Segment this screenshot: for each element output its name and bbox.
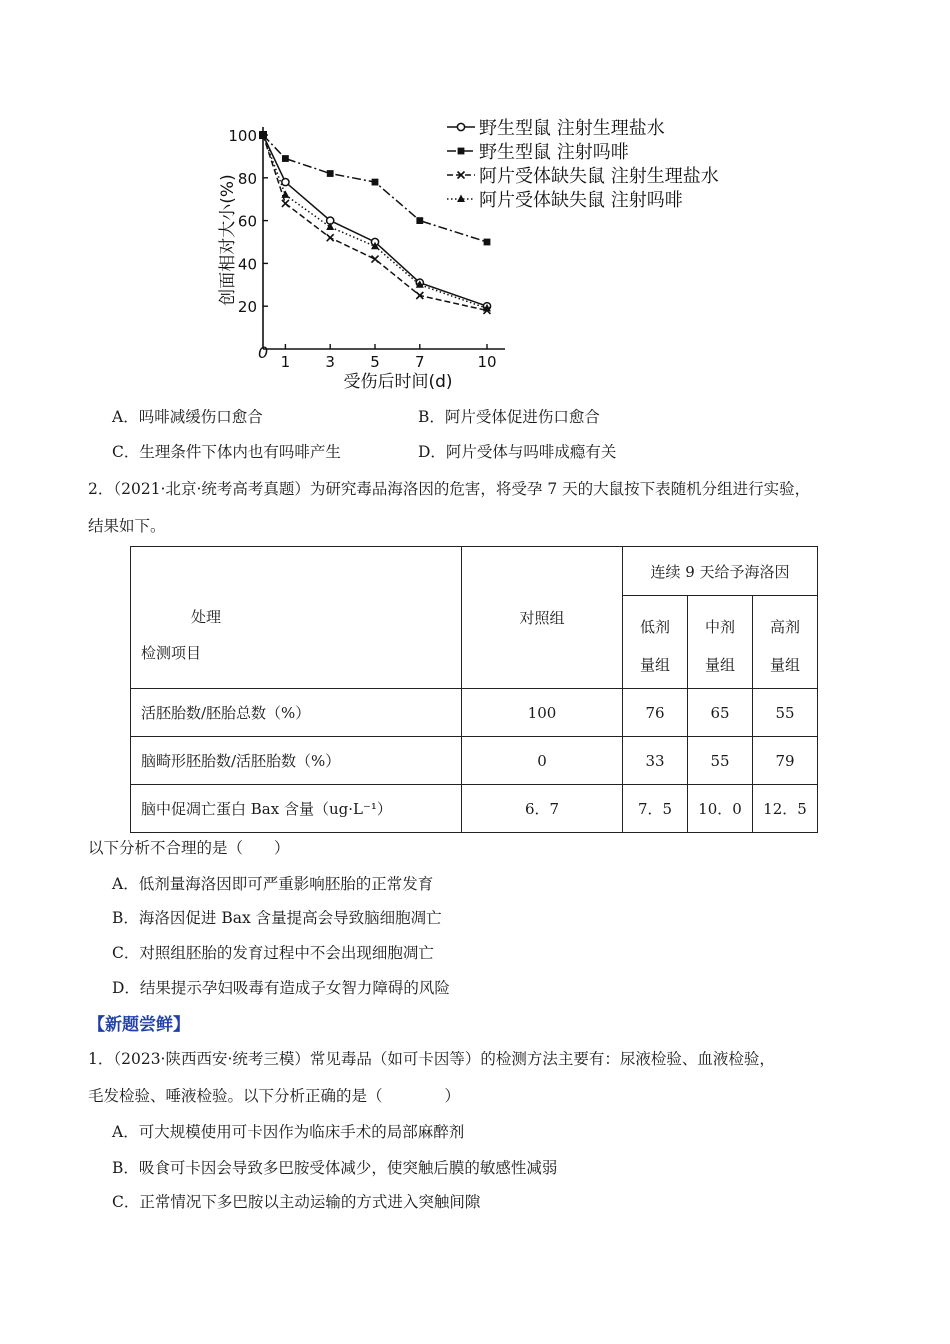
legend-label-1: 野生型鼠 注射生理盐水 [479, 118, 665, 139]
row-label: 脑中促凋亡蛋白 Bax 含量（ug·L⁻¹） [141, 800, 392, 818]
mid-dose-value: 65 [710, 703, 730, 722]
y-tick-label: 20 [237, 298, 257, 317]
mid-dose-value: 10．0 [698, 800, 742, 818]
low-dose-header-line2: 量组 [639, 655, 670, 674]
high-dose-header-line2: 量组 [769, 655, 800, 674]
table-row [131, 737, 818, 785]
low-dose-value: 76 [645, 703, 665, 722]
series-line-4 [263, 135, 487, 308]
data-point-series-2 [372, 179, 379, 186]
data-point-start [259, 131, 267, 139]
corner-item-label: 检测项目 [141, 643, 202, 662]
mid-dose-header-line2: 量组 [704, 655, 735, 674]
data-point-series-2 [416, 217, 423, 224]
high-dose-value: 12．5 [763, 800, 807, 818]
experiment-table [130, 546, 818, 833]
row-label: 活胚胎数/胚胎总数（%） [141, 704, 311, 722]
control-value: 6．7 [524, 800, 560, 818]
table-row [131, 689, 818, 737]
data-point-series-3 [327, 234, 334, 241]
series-line-1 [263, 135, 487, 306]
x-tick-label: 7 [415, 353, 425, 371]
x-tick-label: 3 [325, 353, 335, 371]
q3-stem-line2: 毛发检验、唾液检验。以下分析正确的是（ ） [88, 1087, 461, 1105]
high-dose-value: 55 [775, 703, 795, 722]
mid-dose-header-line1: 中剂 [704, 617, 735, 636]
q2-option-c[interactable]: C．对照组胚胎的发育过程中不会出现细胞凋亡 [112, 944, 434, 962]
low-dose-value: 33 [645, 751, 665, 770]
y-tick-label: 80 [237, 169, 257, 188]
q1-option-b[interactable]: B．阿片受体促进伤口愈合 [418, 408, 600, 426]
data-point-series-1 [282, 178, 289, 185]
series-line-3 [263, 135, 487, 310]
q2-option-d[interactable]: D．结果提示孕妇吸毒有造成子女智力障碍的风险 [112, 979, 450, 997]
legend-marker-2 [458, 148, 465, 155]
y-tick-label: 40 [237, 255, 257, 274]
mid-dose-value: 55 [710, 751, 730, 770]
corner-treatment-label: 处理 [191, 607, 222, 626]
q3-stem-line1: 1．（2023·陕西西安·统考三模）常见毒品（如可卡因等）的检测方法主要有：尿液检验、血液检验， [88, 1050, 775, 1068]
q3-option-c[interactable]: C．正常情况下多巴胺以主动运输的方式进入突触间隙 [112, 1193, 481, 1211]
q3-option-b[interactable]: B．吸食可卡因会导致多巴胺受体减少，使突触后膜的敏感性减弱 [112, 1159, 558, 1177]
q2-option-b[interactable]: B．海洛因促进 Bax 含量提高会导致脑细胞凋亡 [112, 909, 442, 927]
origin-label: 0 [258, 343, 269, 362]
high-dose-header-line1: 高剂 [769, 617, 800, 636]
row-label: 脑畸形胚胎数/活胚胎数（%） [141, 752, 341, 770]
high-dose-header-cell [753, 596, 818, 689]
data-point-series-4 [281, 190, 289, 198]
q2-stem-line2: 结果如下。 [88, 517, 166, 535]
q3-option-a[interactable]: A．可大规模使用可卡因作为临床手术的局部麻醉剂 [112, 1123, 465, 1141]
section-title: 【新题尝鲜】 [88, 1015, 190, 1035]
heroin-group-header-cell [623, 547, 818, 596]
control-header-cell [462, 547, 623, 689]
low-dose-header-cell [623, 596, 688, 689]
table-row [131, 785, 818, 833]
legend-label-2: 野生型鼠 注射吗啡 [479, 142, 629, 163]
x-tick-label: 10 [477, 353, 497, 371]
low-dose-header-line1: 低剂 [639, 617, 670, 636]
y-tick-label: 100 [228, 127, 257, 145]
legend-label-3: 阿片受体缺失鼠 注射生理盐水 [479, 166, 719, 187]
y-axis-label: 创面相对大小(%) [218, 174, 238, 306]
control-value: 100 [527, 703, 557, 722]
x-tick-label: 1 [280, 353, 291, 371]
x-axis-label: 受伤后时间(d) [343, 372, 453, 392]
control-header: 对照组 [519, 609, 565, 627]
q1-option-a[interactable]: A．吗啡减缓伤口愈合 [112, 408, 263, 426]
wound-healing-line-chart [0, 0, 950, 400]
q1-option-c[interactable]: C．生理条件下体内也有吗啡产生 [112, 443, 341, 461]
data-point-series-2 [282, 155, 289, 162]
data-point-series-2 [484, 239, 491, 246]
legend-label-4: 阿片受体缺失鼠 注射吗啡 [479, 190, 683, 211]
control-value: 0 [537, 751, 547, 770]
q2-stem-line1: 2．（2021·北京·统考高考真题）为研究毒品海洛因的危害，将受孕 7 天的大鼠按下表随机分组进行实验， [88, 480, 811, 498]
data-point-series-3 [282, 200, 289, 207]
low-dose-value: 7．5 [637, 800, 673, 818]
q2-option-a[interactable]: A．低剂量海洛因即可严重影响胚胎的正常发育 [112, 875, 434, 893]
data-point-series-3 [372, 256, 379, 263]
q2-prompt: 以下分析不合理的是（ ） [88, 839, 290, 857]
mid-dose-header-cell [688, 596, 753, 689]
high-dose-value: 79 [775, 751, 795, 770]
data-point-series-2 [327, 170, 334, 177]
y-tick-label: 60 [237, 212, 257, 231]
q1-option-d[interactable]: D．阿片受体与吗啡成瘾有关 [418, 443, 617, 461]
heroin-group-header: 连续 9 天给予海洛因 [650, 562, 790, 581]
table-corner-cell [131, 547, 462, 689]
x-tick-label: 5 [370, 353, 380, 371]
legend-marker-1 [457, 123, 464, 130]
